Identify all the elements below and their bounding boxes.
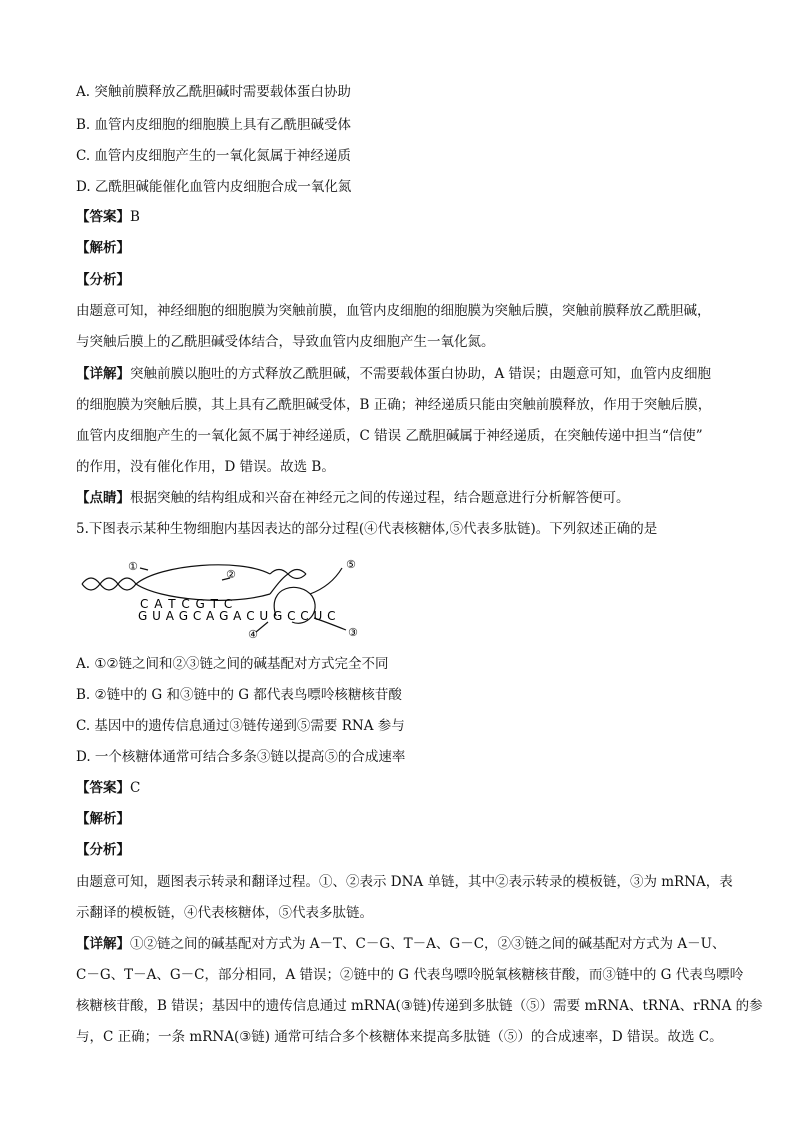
q5-option-c: C. 基因中的遗传信息通过③链传递到⑤需要 RNA 参与: [76, 718, 405, 734]
q5-jiexi-heading: 【解析】: [76, 811, 130, 827]
q4-dianjing-line: [76, 488, 630, 508]
detail-text: ①②链之间的碱基配对方式为 A－T、C－G、T－A、G－C，②③链之间的碱基配对方式为 A－U、: [130, 936, 726, 952]
mrna-sequence: G U A G C A G A C U G C C U C: [138, 609, 336, 623]
dianjing-text: 根据突触的结构组成和兴奋在神经元之间的传递过程，结合题意进行分析解答便可。: [130, 490, 630, 506]
q4-detail-line-4: 的作用，没有催化作用，D 错误。故选 B。: [76, 459, 335, 475]
q4-option-d: D. 乙酰胆碱能催化血管内皮细胞合成一氧化氮: [76, 179, 352, 195]
q5-stem: 5.下图表示某种生物细胞内基因表达的部分过程(④代表核糖体,⑤代表多肽链)。下列叙述正确的是: [76, 521, 658, 537]
q4-jiexi-heading: 【解析】: [76, 240, 130, 256]
label-4: ④: [248, 628, 258, 641]
detail-tag: 【详解】: [76, 366, 130, 382]
detail-tag: 【详解】: [76, 936, 130, 952]
q4-answer-line: [76, 207, 140, 227]
q5-detail-line-4: 与，C 正确；一条 mRNA(③链) 通常可结合多个核糖体来提高多肽链（⑤）的合成速率，D 错误。故选 C。: [76, 1029, 723, 1045]
dianjing-tag: 【点睛】: [76, 490, 130, 506]
q5-detail-line-1: [76, 934, 725, 954]
q5-detail-line-2: C－G、T－A、G－C，部分相同，A 错误；②链中的 G 代表鸟嘌呤脱氧核糖核苷酸，而③链中的 G 代表鸟嘌呤: [76, 967, 744, 983]
detail-text: 突触前膜以胞吐的方式释放乙酰胆碱，不需要载体蛋白协助，A 错误；由题意可知，血管内皮细胞: [130, 366, 712, 382]
q4-detail-line-2: 的细胞膜为突触后膜，其上具有乙酰胆碱受体，B 正确；神经递质只能由突触前膜释放，作用于突触后膜，: [76, 397, 712, 413]
answer-tag: 【答案】: [76, 780, 130, 796]
q4-detail-line-3: 血管内皮细胞产生的一氧化氮不属于神经递质，C 错误 乙酰胆碱属于神经递质，在突触传递中担当“信使”: [76, 428, 703, 444]
gene-expression-diagram: [80, 556, 380, 646]
dna-template-sequence: C A T C G T C: [140, 597, 234, 611]
q5-option-d: D. 一个核糖体通常可结合多条③链以提高⑤的合成速率: [76, 749, 406, 765]
q5-analysis-line-2: 示翻译的模板链，④代表核糖体，⑤代表多肽链。: [76, 905, 373, 921]
label-1: ①: [128, 560, 138, 573]
q4-option-a: A. 突触前膜释放乙酰胆碱时需要载体蛋白协助: [76, 84, 351, 100]
q4-option-c: C. 血管内皮细胞产生的一氧化氮属于神经递质: [76, 148, 351, 164]
q5-answer-line: [76, 778, 140, 798]
answer-value: B: [130, 209, 140, 225]
q4-fenxi-heading: 【分析】: [76, 272, 130, 288]
q4-option-b: B. 血管内皮细胞的细胞膜上具有乙酰胆碱受体: [76, 117, 352, 133]
answer-tag: 【答案】: [76, 209, 130, 225]
q4-analysis-line-1: 由题意可知，神经细胞的细胞膜为突触前膜，血管内皮细胞的细胞膜为突触后膜，突触前膜释放乙酰胆碱，: [76, 303, 711, 319]
label-2: ②: [226, 568, 236, 581]
q5-analysis-line-1: 由题意可知，题图表示转录和翻译过程。①、②表示 DNA 单链，其中②表示转录的模板链，③为 mRNA，表: [76, 874, 733, 890]
label-5: ⑤: [346, 558, 356, 571]
answer-value: C: [130, 780, 141, 796]
q5-option-b: B. ②链中的 G 和③链中的 G 都代表鸟嘌呤核糖核苷酸: [76, 687, 402, 703]
label-3: ③: [348, 626, 358, 639]
q4-analysis-line-2: 与突触后膜上的乙酰胆碱受体结合，导致血管内皮细胞产生一氧化氮。: [76, 334, 495, 350]
q4-detail-line-1: [76, 364, 711, 384]
q5-detail-line-3: 核糖核苷酸，B 错误；基因中的遗传信息通过 mRNA(③链)传递到多肽链（⑤）需要 mRNA、tRNA、rRNA 的参: [76, 998, 763, 1014]
q5-fenxi-heading: 【分析】: [76, 842, 130, 858]
q5-option-a: A. ①②链之间和②③链之间的碱基配对方式完全不同: [76, 656, 389, 672]
